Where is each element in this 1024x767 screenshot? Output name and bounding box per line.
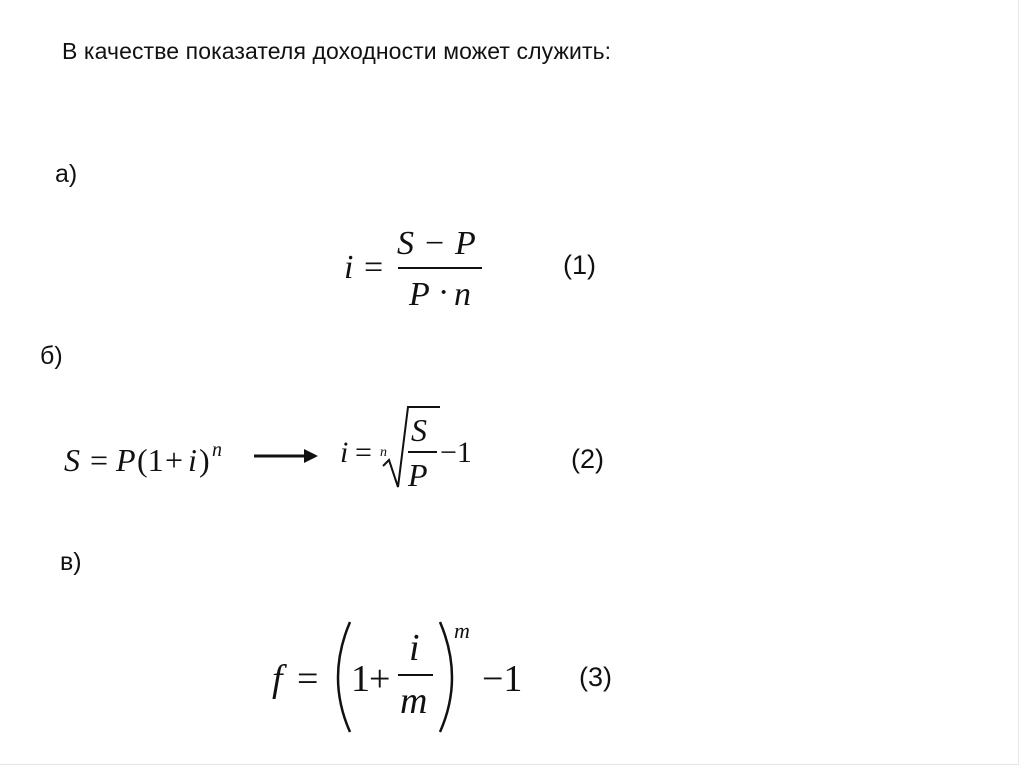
left-paren-icon xyxy=(338,622,350,732)
item-label-a: а) xyxy=(55,160,78,188)
f2-lhs-p: P xyxy=(116,442,136,478)
f2-root-index: n xyxy=(380,445,387,460)
f2-rhs-eq: = xyxy=(355,436,372,469)
f3-plus: + xyxy=(369,658,391,700)
f1-den-n: n xyxy=(454,276,471,313)
f1-num-s: S xyxy=(397,225,414,262)
f2-lhs-s: S xyxy=(64,442,80,478)
equation-number-2: (2) xyxy=(571,444,604,474)
f1-lhs: i xyxy=(344,249,354,286)
equation-number-3: (3) xyxy=(579,662,612,692)
f2-lhs-close: ) xyxy=(199,442,210,478)
f1-num-p: P xyxy=(455,225,476,262)
f1-den-p: P xyxy=(409,276,430,313)
formula-1 xyxy=(344,225,482,313)
f2-rhs-den-p: P xyxy=(408,457,428,493)
f2-lhs-i: i xyxy=(188,442,197,478)
f3-lhs: f xyxy=(272,658,283,700)
f1-eq: = xyxy=(364,249,384,286)
item-label-c: в) xyxy=(60,548,82,576)
right-paren-icon xyxy=(440,622,452,732)
formula-3 xyxy=(272,618,522,732)
formula-2 xyxy=(64,407,472,493)
f2-rhs-num-s: S xyxy=(411,412,427,448)
f2-lhs-eq: = xyxy=(90,442,109,478)
f3-eq: = xyxy=(297,658,319,700)
item-label-b: б) xyxy=(40,342,63,370)
f3-one: 1 xyxy=(351,658,370,700)
f1-den-dot: · xyxy=(438,274,450,311)
f3-tail: −1 xyxy=(482,658,523,700)
slide-heading: В качестве показателя доходности может служить: xyxy=(62,38,612,64)
f3-exponent: m xyxy=(454,618,470,643)
f2-rhs-tail: −1 xyxy=(440,436,472,469)
f3-num-i: i xyxy=(409,627,420,669)
f1-num-minus: − xyxy=(425,225,445,262)
f2-rhs-i: i xyxy=(340,436,349,469)
f2-lhs-open: (1 xyxy=(137,442,164,478)
f3-den-m: m xyxy=(400,680,428,722)
equation-number-1: (1) xyxy=(563,250,596,280)
f2-lhs-plus: + xyxy=(165,442,184,478)
f2-lhs-exp: n xyxy=(212,439,222,461)
right-arrow-icon xyxy=(254,449,318,463)
